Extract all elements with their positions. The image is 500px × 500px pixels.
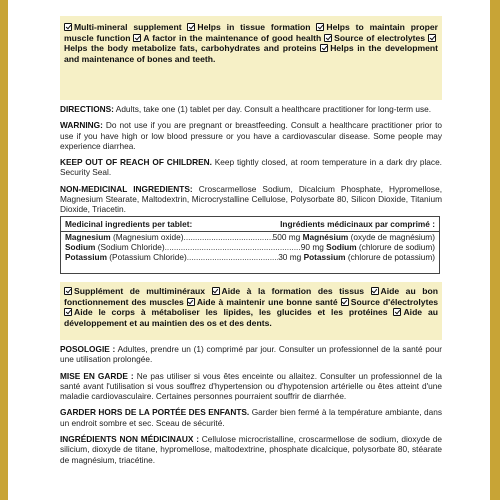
table-row: Potassium (Potassium Chloride) ..... 30 mg Potassium (chlorure de potassium) [61,252,439,262]
garder-hors-portee: GARDER HORS DE LA PORTÉE DES ENFANTS. Garder bien fermé à la température ambiante, dans un endroit sombre et sec. Sceau de sécurité. [60,407,442,428]
check-icon [187,23,195,31]
table-header: Medicinal ingredients per tablet: Ingrédients médicinaux par comprimé : [61,217,439,232]
claim: Helps to maintain proper muscle function [64,22,438,43]
check-icon [64,308,72,316]
check-icon [428,34,436,42]
claim: Aide au bon fonctionnement des muscles [64,286,438,307]
claim: Aide à la formation des tissus [221,286,364,296]
mise-en-garde: MISE EN GARDE : Ne pas utiliser si vous êtes enceinte ou allaitez. Consulter un professionnel de la santé avant l'utilisation si vous souffrez d'hypertension ou d'hypotension artérielle ou êtes atteint d'une maladie cardiovasculaire. Certaines personnes pourraient souffrir de diarrhée. [60,370,443,402]
claim: Supplément de multiminéraux [74,286,205,296]
non-medicinal-ingredients: NON-MEDICINAL INGREDIENTS: Croscarmellose Sodium, Dicalcium Phosphate, Hypromellose, Magnesium Stearate, Maltodextrin, Microcrystalline Cellulose, Polysorbate 80, Silicon Dioxide, Titanium Dioxide, Triacetin. [60,183,442,215]
english-directions-section [60,104,442,215]
check-icon [64,23,72,31]
check-icon [341,298,349,306]
french-directions-section [60,344,442,465]
posologie: POSOLOGIE : Adultes, prendre un (1) comprimé par jour. Consulter un professionnel de la santé pour une utilisation prolongée. [60,344,442,365]
warning: WARNING: Do not use if you are pregnant or breastfeeding. Consult a healthcare practitioner prior to use if you have high or low blood pressure or you have a cardiovascular disease. Some people may experience diarrhea. [60,120,442,151]
check-icon [320,44,328,52]
check-icon [393,308,401,316]
medicinal-ingredients-table [60,216,440,274]
check-icon [64,287,72,295]
ingredients-non-medicinaux: INGRÉDIENTS NON MÉDICINAUX : Cellulose microcristalline, croscarmellose de sodium, dioxyde de silicium, dioxyde de titane, hypromellose, maltodextrine, phosphate dicalcique, polysorbate 80, stéarate de magnésium, triacétine. [60,434,443,465]
claim: Source of electrolytes [334,32,426,43]
table-row: Magnesium (Magnesium oxide) ..... 500 mg Magnésium (oxyde de magnésium) [61,232,439,242]
directions: DIRECTIONS: Adults, take one (1) tablet per day. Consult a healthcare practitioner for long-term use. [60,104,432,114]
table-row: Sodium (Sodium Chloride) ..... 90 mg Sodium (chlorure de sodium) [61,242,439,252]
gold-border-left [0,0,8,500]
english-claims-panel [60,16,442,100]
gold-border-right [490,0,500,500]
french-claims-panel [60,282,442,340]
check-icon [187,298,195,306]
claim: Helps in tissue formation [197,22,311,32]
keep-out-of-reach: KEEP OUT OF REACH OF CHILDREN. Keep tightly closed, at room temperature in a dark dry place. Security Seal. [60,157,442,178]
claim: Aide à maintenir une bonne santé [196,296,338,307]
check-icon [212,287,220,295]
claim: Aide le corps à métaboliser les lipides, les glucides et les protéines [74,307,388,318]
claim: Multi-mineral supplement [74,22,182,32]
check-icon [316,23,324,31]
claim: Helps the body metabolize fats, carbohydrates and proteins [64,43,317,54]
claim: A factor in the maintenance of good health [143,32,322,43]
check-icon [133,34,141,42]
check-icon [324,34,332,42]
claim: Source d'électrolytes [350,296,438,307]
claim: Aide au développement et au maintien des os et des dents. [64,307,439,328]
claim: Helps in the development and maintenance of bones and teeth. [64,43,438,64]
check-icon [371,287,379,295]
